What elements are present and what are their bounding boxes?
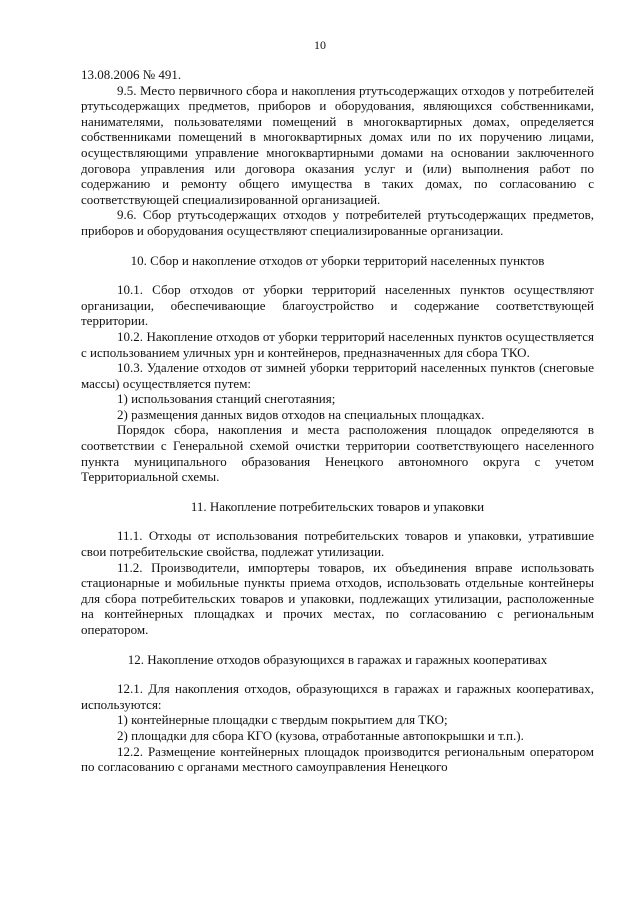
section-heading-12: 12. Накопление отходов образующихся в гаражах и гаражных кооперативах [127, 651, 548, 667]
paragraph-11-2: 11.2. Производители, импортеры товаров, их объединения вправе использовать стационарные и мобильные пункты приема отходов, использовать отдельные контейнеры для сбора потребительских товаров и упаковки, подлежащих утилизации, расположенные на контейнерных площадках и прочих местах, по согласованию с региональным оператором. [81, 559, 594, 637]
section-heading-10: 10. Сбор и накопление отходов от уборки территорий населенных пунктов [130, 252, 545, 268]
paragraph-9-5: 9.5. Место первичного сбора и накопления ртутьсодержащих отходов у потребителей ртутьсодержащих предметов, приборов и оборудования, являющихся собственниками, нанимателями, пользователями помещений в многоквартирных домах, определяется собственниками помещений в многоквартирных домах или по их поручению лицами, осуществляющими управление многоквартирными домами на основании заключенного договора управления или договора оказания услуг и (или) выполнения работ по содержанию и ремонту общего имущества в таких домах, по согласованию с соответствующей специализированной организацией. [81, 82, 594, 207]
section-heading-11: 11. Накопление потребительских товаров и упаковки [190, 498, 485, 514]
paragraph-9-6: 9.6. Сбор ртутьсодержащих отходов у потребителей ртутьсодержащих предметов, приборов и оборудования осуществляют специализированные организации. [81, 207, 594, 238]
paragraph-12-2: 12.2. Размещение контейнерных площадок производится региональным оператором по согласованию с органами местного самоуправления Ненецкого [81, 743, 594, 775]
document-body [81, 67, 594, 775]
list-item-10-3-2: 2) размещения данных видов отходов на специальных площадках. [117, 406, 485, 422]
list-item-10-3-1: 1) использования станций снеготаяния; [117, 391, 336, 407]
paragraph-date-ref: 13.08.2006 № 491. [81, 67, 182, 82]
paragraph-10-1: 10.1. Сбор отходов от уборки территорий населенных пунктов осуществляют организации, обеспечивающие благоустройство и содержание соответствующей территории. [81, 282, 594, 329]
list-item-12-1-2: 2) площадки для сбора КГО (кузова, отработанные автопокрышки и т.п.). [117, 727, 524, 743]
paragraph-12-1: 12.1. Для накопления отходов, образующихся в гаражах и гаражных кооперативах, используются: [81, 681, 594, 712]
paragraph-10-3: 10.3. Удаление отходов от зимней уборки территорий населенных пунктов (снеговые массы) осуществляется путем: [81, 360, 594, 391]
page-number: 10 [314, 38, 326, 52]
paragraph-10-2: 10.2. Накопление отходов от уборки территорий населенных пунктов осуществляется с использованием уличных урн и контейнеров, предназначенных для сбора ТКО. [81, 328, 594, 360]
paragraph-11-1: 11.1. Отходы от использования потребительских товаров и упаковки, утратившие свои потребительские свойства, подлежат утилизации. [81, 528, 594, 560]
paragraph-10-order: Порядок сбора, накопления и места расположения площадок определяются в соответствии с Генеральной схемой очистки территории соответствующего населенного пункта муниципального образования Ненецкого автономного округа с учетом Территориальной схемы. [81, 422, 594, 485]
list-item-12-1-1: 1) контейнерные площадки с твердым покрытием для ТКО; [117, 712, 448, 728]
